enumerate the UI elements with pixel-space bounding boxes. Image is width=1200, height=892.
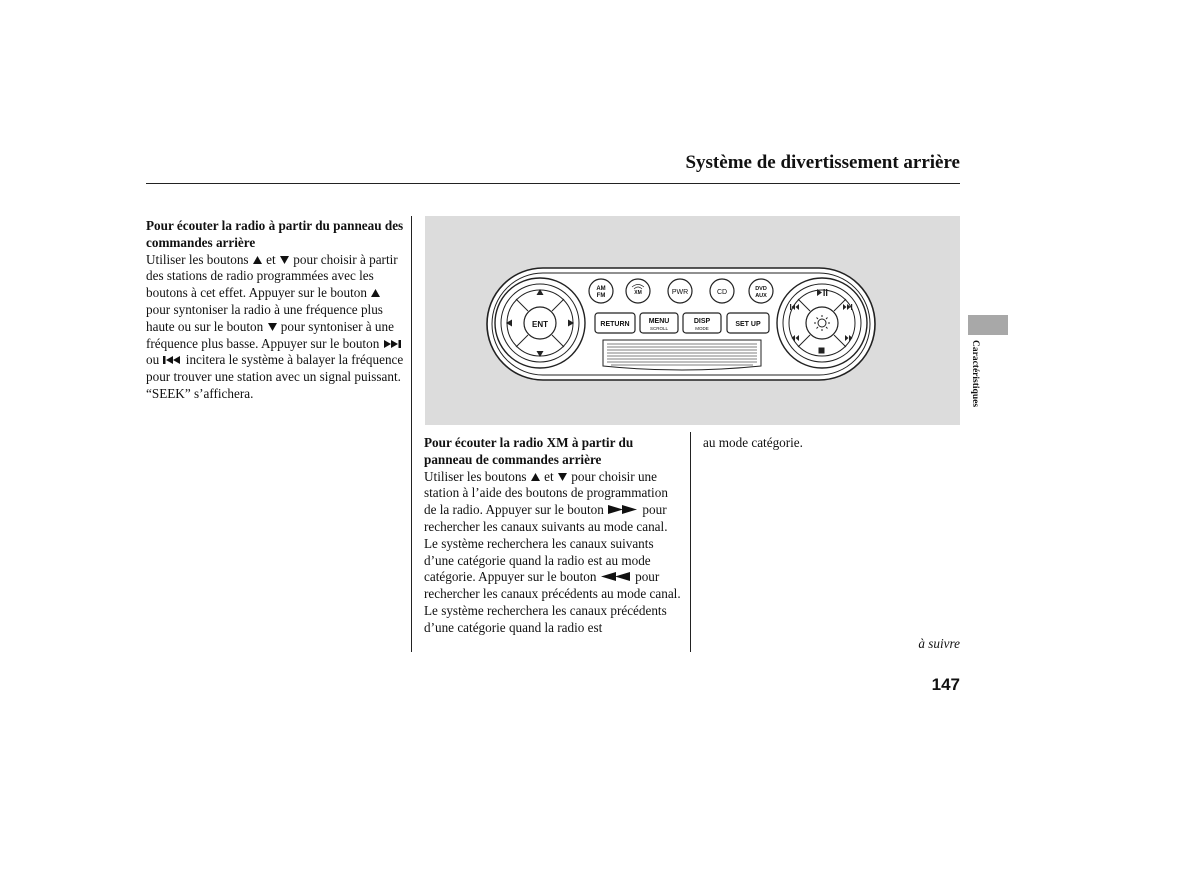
up-arrow-icon [530,472,541,482]
ent-button: ENT [532,320,548,329]
column-rule [411,216,412,652]
disp-button: DISP [693,318,711,325]
section-heading: Pour écouter la radio XM à partir du panneau de commandes arrière [424,435,634,467]
body-text: pour syntoniser la radio à une fréquence plus haute ou sur le bouton [146,301,383,334]
body-text: ou [146,352,160,368]
am-button: AM [596,286,606,292]
body-text: Utiliser les boutons [424,468,527,484]
down-arrow-icon [279,255,290,265]
setup-button: SET UP [735,321,761,328]
column-rule [690,432,691,652]
body-text: pour rechercher les canaux suivants au mode canal. Le système recherchera les canaux suivants d’une catégorie quand la radio est au mode catégorie. Appuyer sur le bouton [424,502,668,585]
body-text: pour syntoniser à une fréquence plus basse. Appuyer sur le bouton [146,318,394,351]
fast-forward-icon [607,504,639,515]
mode-label: MODE [695,326,709,331]
xm-button: XM [634,290,642,296]
return-button: RETURN [600,321,630,328]
up-arrow-icon [370,288,381,298]
body-text: et [544,468,554,484]
section-tab-label [962,340,990,420]
body-text: pour choisir à partir des stations de radio programmées avec les boutons à cet effet. Appuyer sur le bouton [146,251,398,301]
rewind-icon [600,571,632,582]
rear-control-panel-illustration [425,216,960,425]
section-radio-rear-panel [146,218,404,403]
sidebar-label: Caractéristiques [970,340,980,408]
page-number: 147 [931,675,960,694]
rear-control-panel-figure [425,216,960,425]
section-heading: Pour écouter la radio à partir du panneau des commandes arrière [146,218,404,250]
cd-button: CD [716,289,728,296]
body-text: Utiliser les boutons [146,251,249,267]
scroll-label: SCROLL [649,326,669,331]
aux-button: AUX [755,293,767,299]
fm-button: FM [596,293,606,299]
page-title: Système de divertissement arrière [685,152,960,173]
pwr-button: PWR [671,289,689,296]
body-text: pour choisir une station à l’aide des boutons de programmation de la radio. Appuyer sur le bouton [424,468,668,518]
skip-forward-icon [383,339,403,349]
menu-button: MENU [648,318,670,325]
title-rule [146,183,960,184]
down-arrow-icon [557,472,568,482]
body-text: incitera le système à balayer la fréquence pour trouver une station avec un signal puissant. “SEEK” s’affichera. [146,352,404,401]
section-continuation [703,435,953,452]
section-xm-radio-rear-panel [424,435,682,637]
down-arrow-icon [267,322,278,332]
skip-back-icon [162,355,182,365]
up-arrow-icon [252,255,263,265]
body-text: au mode catégorie. [703,435,803,450]
body-text: pour rechercher les canaux précédents au mode canal. Le système recherchera les canaux précédents d’une catégorie quand la radio est [424,569,681,635]
section-tab-marker [968,315,1008,335]
continued-label: à suivre [918,636,960,651]
body-text: et [266,251,276,267]
dvd-button: DVD [755,286,767,292]
